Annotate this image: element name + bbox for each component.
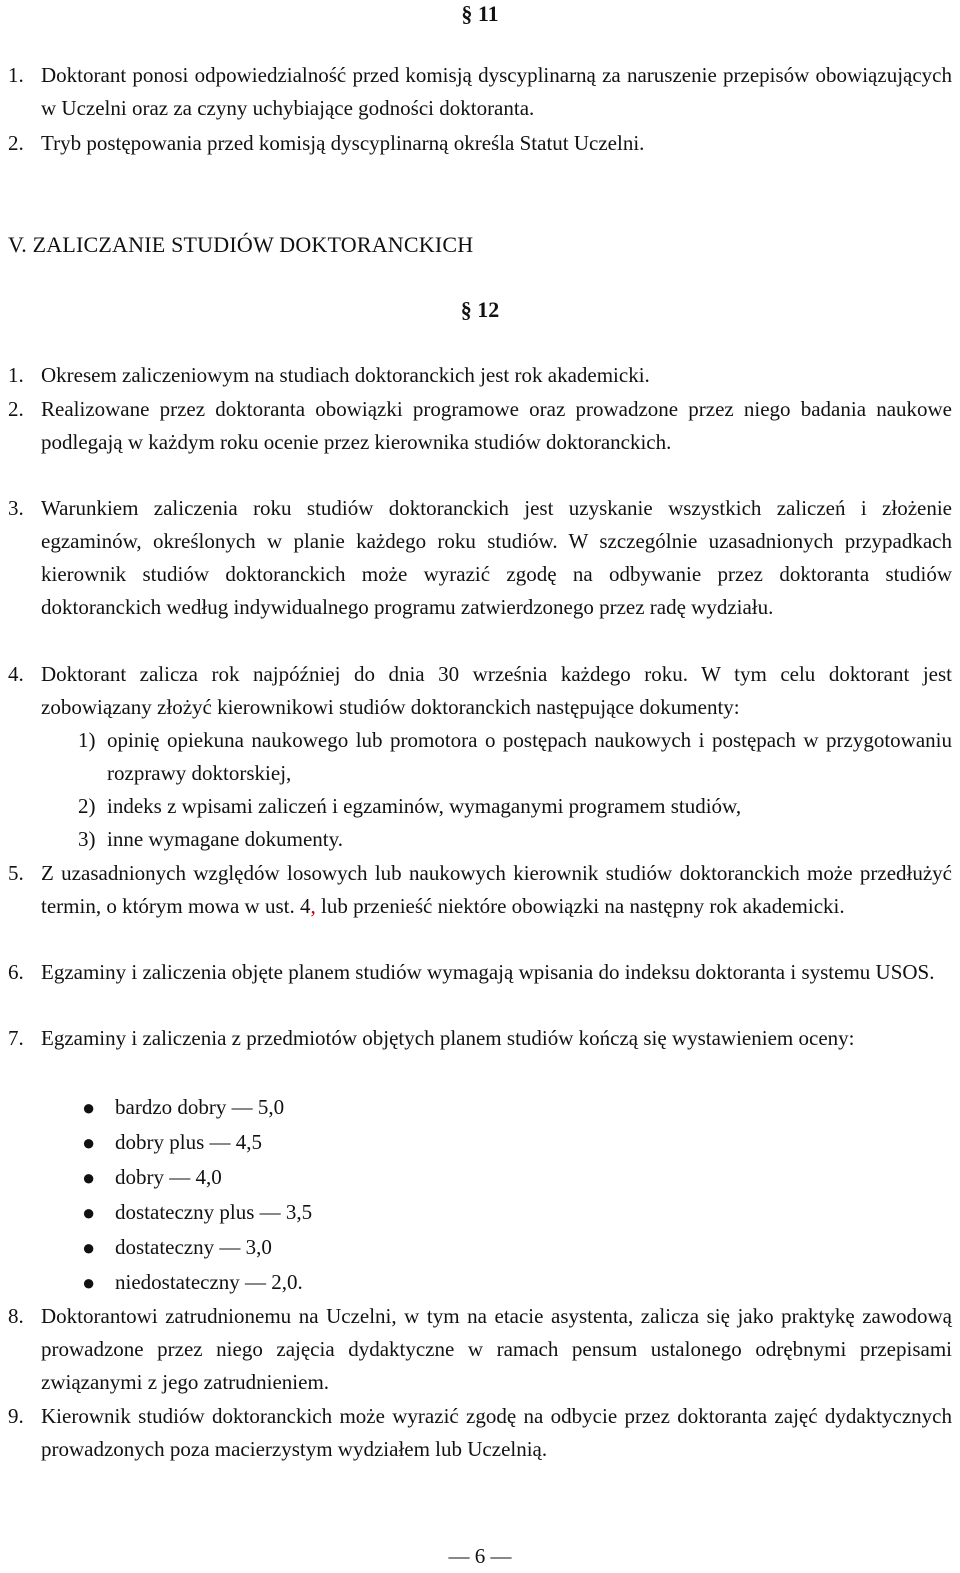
item-number: 4.: [8, 662, 24, 686]
bullet-icon: ●: [82, 1095, 96, 1120]
item-text-part: lub przenieść niektóre obowiązki na następny rok akademicki.: [315, 894, 845, 918]
item-number: 1.: [8, 363, 24, 387]
list-item: [8, 857, 952, 923]
bullet-icon: ●: [82, 1235, 96, 1260]
item-number: 1.: [8, 63, 24, 87]
document-item: [78, 823, 952, 856]
bullet-icon: ●: [82, 1165, 96, 1190]
grade-item: [82, 1091, 284, 1124]
grade-item: [82, 1126, 262, 1159]
item-number: 2.: [8, 397, 24, 421]
document-number: 2): [78, 794, 96, 818]
grade-text: bardzo dobry — 5,0: [115, 1095, 285, 1119]
document-number: 1): [78, 728, 96, 752]
list-item: [8, 359, 952, 392]
grade-item: [82, 1196, 312, 1229]
list-item: [8, 1300, 952, 1399]
list-item: [8, 1400, 952, 1466]
item-text: Doktorantowi zatrudnionemu na Uczelni, w tym na etacie asystenta, zalicza się jako praktykę zawodową prowadzone przez niego zajęcia dydaktyczne w ramach pensum ustalonego odrębnymi przepisami związanymi z jego zatrudnieniem.: [41, 1304, 952, 1394]
grade-text: dobry plus — 4,5: [115, 1130, 262, 1154]
item-number: 3.: [8, 496, 24, 520]
item-text: Egzaminy i zaliczenia objęte planem studiów wymagają wpisania do indeksu doktoranta i systemu USOS.: [41, 960, 935, 984]
page-number: — 6 —: [448, 1544, 512, 1568]
item-number: 7.: [8, 1026, 24, 1050]
document-text: opinię opiekuna naukowego lub promotora o postępach naukowych i postępach w przygotowaniu rozprawy doktorskiej,: [107, 728, 952, 785]
grade-text: niedostateczny — 2,0.: [115, 1270, 303, 1294]
item-number: 8.: [8, 1304, 24, 1328]
red-comma: ,: [310, 894, 316, 918]
item-text: Kierownik studiów doktoranckich może wyrazić zgodę na odbycie przez doktoranta zajęć dydaktycznych prowadzonych poza macierzystym wydziałem lub Uczelnią.: [41, 1404, 952, 1461]
section-12-title: § 12: [460, 297, 500, 322]
item-text: Egzaminy i zaliczenia z przedmiotów objętych planem studiów kończą się wystawieniem oceny:: [41, 1026, 855, 1050]
grade-item: [82, 1231, 272, 1264]
item-text-part: Z uzasadnionych względów losowych lub naukowych kierownik studiów doktoranckich może przedłużyć termin, o którym mowa w ust. 4: [41, 861, 952, 918]
document-number: 3): [78, 827, 96, 851]
grade-text: dostateczny plus — 3,5: [115, 1200, 313, 1224]
item-number: 9.: [8, 1404, 24, 1428]
list-item: [8, 956, 952, 989]
bullet-icon: ●: [82, 1200, 96, 1225]
item-text: Okresem zaliczeniowym na studiach doktoranckich jest rok akademicki.: [41, 363, 650, 387]
item-text: Realizowane przez doktoranta obowiązki programowe oraz prowadzone przez niego badania naukowe podlegają w każdym roku ocenie przez kierownika studiów doktoranckich.: [41, 397, 952, 454]
document-text: inne wymagane dokumenty.: [107, 827, 343, 851]
grade-text: dostateczny — 3,0: [115, 1235, 272, 1259]
document-item: [78, 724, 952, 790]
list-item: [8, 492, 952, 624]
list-item: [8, 393, 952, 459]
list-item: [8, 658, 952, 724]
list-item: [8, 1022, 952, 1055]
item-text: Warunkiem zaliczenia roku studiów doktoranckich jest uzyskanie wszystkich zaliczeń i złożenie egzaminów, określonych w planie każdego roku studiów. W szczególnie uzasadnionych przypadkach kierownik studiów doktoranckich może wyrazić zgodę na odbywanie przez doktoranta studiów doktoranckich według indywidualnego programu zatwierdzonego przez radę wydziału.: [41, 496, 952, 619]
item-number: 2.: [8, 131, 24, 155]
item-number: 5.: [8, 861, 24, 885]
item-text: Doktorant ponosi odpowiedzialność przed komisją dyscyplinarną za naruszenie przepisów obowiązujących w Uczelni oraz za czyny uchybiające godności doktoranta.: [41, 63, 952, 120]
grade-text: dobry — 4,0: [115, 1165, 222, 1189]
grade-item: [82, 1161, 222, 1194]
item-number: 6.: [8, 960, 24, 984]
section-11-title: § 11: [461, 1, 499, 26]
grade-item: [82, 1266, 303, 1299]
bullet-icon: ●: [82, 1130, 96, 1155]
chapter-heading: V. ZALICZANIE STUDIÓW DOKTORANCKICH: [8, 232, 474, 257]
list-item: [8, 59, 952, 125]
list-item: [8, 127, 952, 160]
item-text: Tryb postępowania przed komisją dyscyplinarną określa Statut Uczelni.: [41, 131, 645, 155]
document-text: indeks z wpisami zaliczeń i egzaminów, wymaganymi programem studiów,: [107, 794, 742, 818]
item-text: Doktorant zalicza rok najpóźniej do dnia 30 września każdego roku. W tym celu doktorant jest zobowiązany złożyć kierownikowi studiów doktoranckich następujące dokumenty:: [41, 662, 952, 719]
document-item: [78, 790, 952, 823]
bullet-icon: ●: [82, 1270, 96, 1295]
item-text: [41, 857, 952, 923]
